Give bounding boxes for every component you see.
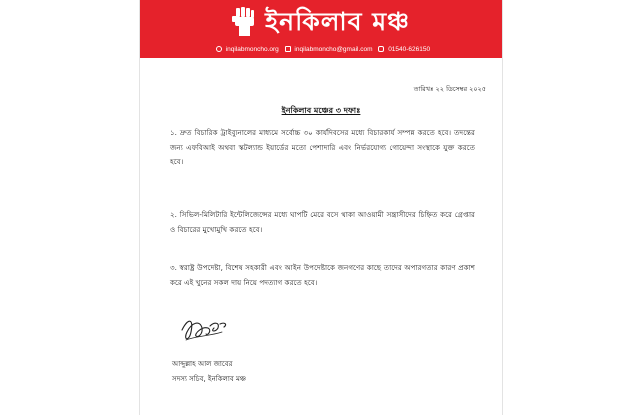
email-text: inqilabmoncho@gmail.com [294,46,373,53]
letter-paper [140,0,502,415]
globe-icon [216,46,222,52]
point-3: ৩. স্বরাষ্ট্র উপদেষ্টা, বিশেষ সহকারী এবং আইন উপদেষ্টাকে জনগণের কাছে তাদের অপারগতার কারণ প্রকাশ করে এই খুনের সকল দায় নিয়ে পদত্যাগ করতে হবে। [170,263,475,287]
mail-icon [285,46,291,52]
signature-image [180,314,232,346]
raised-fist-icon [232,7,256,37]
logo-text: ইনকিলাব মঞ্চ [265,7,410,36]
signer-name: আব্দুল্লাহ আল জাবের [172,360,233,368]
phone-text: 01540-626150 [388,46,431,53]
signer-title: সদস্য সচিব, ইনকিলাব মঞ্চ [172,375,247,383]
phone-icon [378,46,384,52]
letter-heading: ইনকিলাব মঞ্চের ৩ দফাঃ [281,106,361,115]
point-1: ১. দ্রুত বিচারিক ট্রাইব্যুনালের মাধ্যমে সর্বোচ্চ ৩০ কার্যদিবসের মধ্যে বিচারকার্য সম্পন্ন করতে হবে। তদন্তের জন্য এফবিআই অথবা স্কটল্যান্ড ইয়ার্ডের মতো পেশাদারি এবং নির্ভরযোগ্য গোয়েন্দা সংস্থাকে যুক্ত করতে হবে। [170,128,475,166]
website-text: inqilabmoncho.org [225,46,279,53]
letterhead-logo [140,6,502,42]
point-2: ২. সিভিল-মিলিটারি ইন্টেলিজেন্সের মধ্যে ঘাপটি মেরে বসে থাকা আওয়ামী সন্ত্রাসীদের চিহ্নিত করে গ্রেপ্তার ও বিচারের মুখোমুখি করতে হবে। [170,210,475,234]
letter-date: তারিখঃ ২২ ডিসেম্বর ২০২৫ [413,85,486,93]
letterhead-band [140,0,502,58]
contact-row [140,44,502,56]
